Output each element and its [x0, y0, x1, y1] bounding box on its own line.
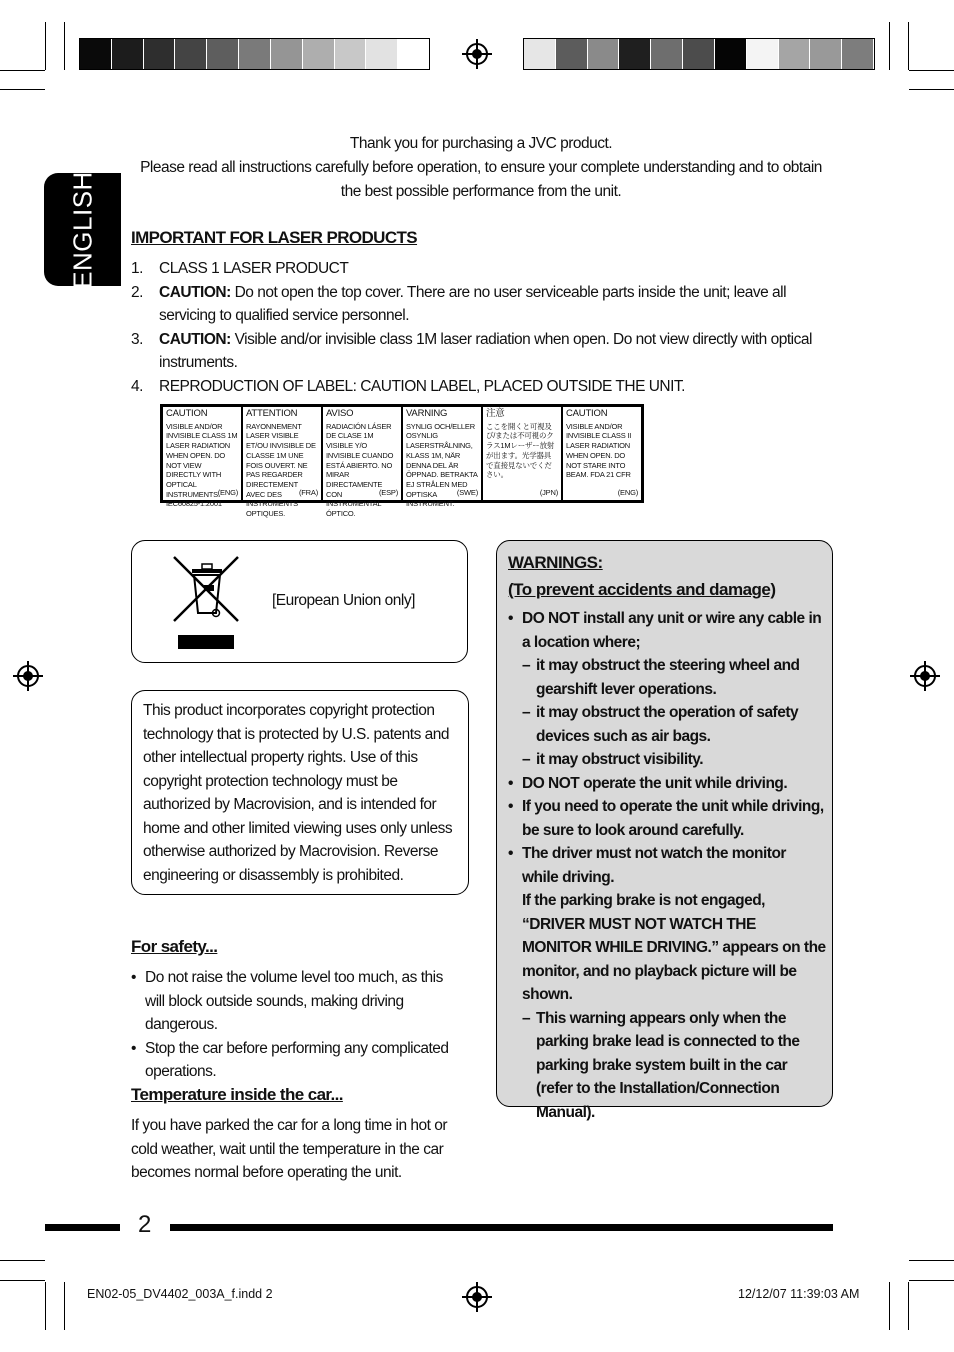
crop-mark: [889, 22, 890, 70]
warnings-box: [496, 540, 833, 1121]
crop-mark: [45, 22, 46, 70]
list-item: 3. CAUTION: Visible and/or invisible class 1M laser radiation when open. Do not view directly with optical instruments.: [131, 330, 812, 371]
crop-mark: [909, 89, 954, 90]
label-cell: CAUTION VISIBLE AND/OR INVISIBLE CLASS II LASER RADIATION WHEN OPEN. DO NOT STARE INTO BEAM. FDA 21 CFR (ENG): [566, 408, 638, 498]
sub-item: – This warning appears only when the parking brake lead is connected to the parking brake system built in the car (refer to the Installation/Connection Manual).: [522, 1007, 826, 1125]
list-item: • DO NOT operate the unit while driving.: [508, 772, 826, 796]
list-item: 2. CAUTION: Do not open the top cover. There are no user serviceable parts inside the unit; leave all servicing to qualified service personnel.: [131, 283, 787, 324]
language-tab-label: ENGLISH: [67, 170, 97, 289]
footer-file-info: EN02-05_DV4402_003A_f.indd 2: [87, 1287, 273, 1301]
copyright-text: This product incorporates copyright protection technology that is protected by U.S. patents and other intellectual property rights. Use of this copyright protection technology must be authorized by Macrovision, and is intended for home and other limited viewing uses only unless otherwise authorized by Macrovision. Reverse engineering or disassembly is prohibited.: [143, 702, 453, 884]
crop-mark: [0, 1260, 45, 1261]
eu-only-text: [European Union only]: [272, 592, 415, 609]
list-item: • DO NOT install any unit or wire any cable in a location where; – it may obstruct the steering wheel and gearshift lever operations. – it may obstruct the operation of safety devices such as air bags. – it may obstruct visibility.: [508, 607, 826, 772]
registration-mark-icon: [17, 665, 39, 687]
warnings-subheading: (To prevent accidents and damage): [508, 580, 776, 599]
crop-mark: [0, 70, 45, 71]
crop-mark: [909, 1280, 954, 1281]
temperature-heading: Temperature inside the car...: [131, 1085, 343, 1104]
safety-list: [131, 966, 461, 1084]
crop-mark: [0, 89, 45, 90]
intro-line2: Please read all instructions carefully before operation, to ensure your complete understanding and to obtain the best possible performance from the unit.: [140, 159, 822, 200]
sub-item: – it may obstruct visibility.: [522, 748, 826, 772]
grayscale-bar: [79, 38, 430, 70]
list-item: • The driver must not watch the monitor while driving. If the parking brake is not engaged, “DRIVER MUST NOT WATCH THE MONITOR WHILE DRIVING.” appears on the monitor, and no playback picture will be shown. – This warning appears only when the parking brake lead is connected to the parking brake system built in the car (refer to the Installation/Connection Manual).: [508, 842, 826, 1124]
crop-mark: [64, 22, 65, 70]
laser-list: [131, 257, 831, 398]
crossed-bin-icon: [172, 555, 242, 653]
crop-mark: [909, 70, 954, 71]
registration-mark-icon: [466, 1286, 488, 1308]
label-cell: CAUTION VISIBLE AND/OR INVISIBLE CLASS 1M LASER RADIATION WHEN OPEN. DO NOT VIEW DIRECTLY WITH OPTICAL INSTRUMENTS. IEC60825-1:2001 (ENG): [163, 407, 243, 500]
crop-mark: [908, 1282, 909, 1330]
crop-mark: [64, 1282, 65, 1330]
list-item: • Do not raise the volume level too much, as this will block outside sounds, making driving dangerous.: [131, 966, 461, 1037]
label-cell: AVISO RADIACIÓN LÁSER DE CLASE 1M VISIBLE Y/O INVISIBLE CUANDO ESTÁ ABIERTO. NO MIRAR DIRECTAMENTE CON INSTRUMENTAL ÓPTICO. (ESP): [323, 407, 403, 500]
list-item: • If you need to operate the unit while driving, be sure to look around carefully.: [508, 795, 826, 842]
crop-mark: [908, 22, 909, 70]
safety-heading: For safety...: [131, 937, 218, 956]
crop-mark: [45, 1282, 46, 1330]
warnings-heading: WARNINGS:: [508, 553, 603, 572]
list-item: 1. CLASS 1 LASER PRODUCT: [131, 260, 349, 277]
crop-mark: [909, 1260, 954, 1261]
intro-text: [131, 132, 831, 204]
registration-mark-icon: [914, 665, 936, 687]
copyright-box: [131, 690, 469, 895]
language-tab: [44, 170, 121, 289]
laser-heading: IMPORTANT FOR LASER PRODUCTS: [131, 228, 418, 247]
caution-label-reproduction: [160, 404, 644, 519]
warnings-list: [508, 607, 826, 1124]
page-number: 2: [138, 1211, 152, 1238]
crop-mark: [889, 1282, 890, 1330]
eu-disposal-box: [131, 540, 468, 663]
crop-mark: [0, 1280, 45, 1281]
label-cell: 注意 ここを開くと可視及び/または不可視のクラス1Mレーザー放射が出ます。光学器具で直接見ないでください。 (JPN): [483, 407, 563, 500]
list-item: 4. REPRODUCTION OF LABEL: CAUTION LABEL, PLACED OUTSIDE THE UNIT.: [131, 377, 685, 395]
sub-item: – it may obstruct the operation of safety devices such as air bags.: [522, 701, 826, 748]
label-cell: VARNING SYNLIG OCH/ELLER OSYNLIG LASERSTRÅLNING, KLASS 1M, NÄR DENNA DEL ÄR ÖPPNAD. BETRAKTA EJ STRÅLEN MED OPTISKA INSTRUMENT. (SWE): [403, 407, 483, 500]
registration-mark-icon: [466, 43, 488, 65]
page-rule-right: [170, 1224, 833, 1231]
list-item: • Stop the car before performing any complicated operations.: [131, 1037, 461, 1084]
intro-line1: Thank you for purchasing a JVC product.: [349, 135, 613, 152]
label-cell: ATTENTION RAYONNEMENT LASER VISIBLE ET/OU INVISIBLE DE CLASSE 1M UNE FOIS OUVERT. NE PAS REGARDER DIRECTEMENT AVEC DES INSTRUMENTS OPTIQUES. (FRA): [243, 407, 323, 500]
page-rule-left: [45, 1224, 120, 1231]
grayscale-bar: [523, 38, 875, 70]
footer-timestamp: 12/12/07 11:39:03 AM: [738, 1287, 860, 1301]
sub-item: – it may obstruct the steering wheel and gearshift lever operations.: [522, 654, 826, 701]
temperature-text: If you have parked the car for a long time in hot or cold weather, wait until the temperature in the car becomes normal before operating the unit.: [131, 1117, 448, 1181]
